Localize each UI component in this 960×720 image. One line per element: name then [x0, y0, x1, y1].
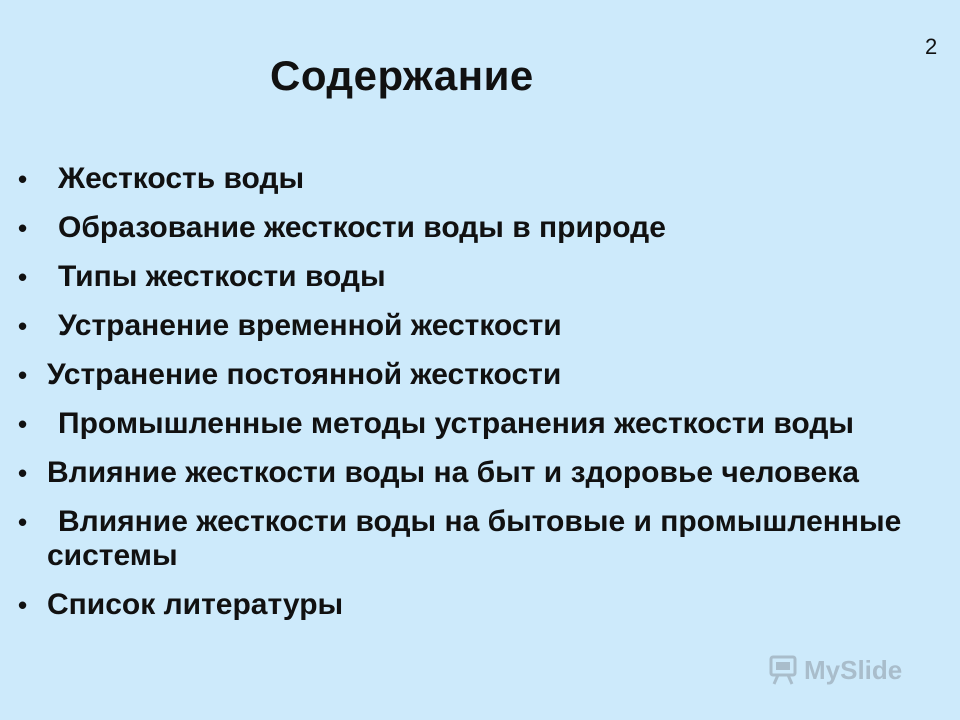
list-item-text: Список литературы [47, 588, 344, 621]
list-item [10, 588, 910, 622]
list-item-text: Влияние жесткости воды на бытовые и промышленные системы [47, 505, 902, 572]
list-item-text: Влияние жесткости воды на быт и здоровье человека [47, 456, 859, 489]
list-item-text: Жесткость воды [58, 162, 305, 195]
list-item-text: Типы жесткости воды [58, 260, 386, 293]
bullet-icon: • [18, 360, 28, 390]
bullet-icon: • [18, 409, 28, 439]
list-item-text: Устранение временной жесткости [58, 309, 562, 342]
table-of-contents [10, 162, 910, 637]
bullet-icon: • [18, 164, 28, 194]
list-item [10, 211, 910, 245]
list-item-text: Устранение постоянной жесткости [47, 358, 562, 391]
list-item [10, 162, 910, 196]
bullet-icon: • [18, 507, 28, 537]
watermark-text: MySlide [804, 654, 903, 685]
list-item [10, 260, 910, 294]
bullet-icon: • [18, 262, 28, 292]
slide-title: Содержание [270, 52, 534, 99]
list-item [10, 309, 910, 343]
list-item-text: Промышленные методы устранения жесткости воды [58, 407, 854, 440]
list-item-text: Образование жесткости воды в природе [58, 211, 666, 244]
bullet-icon: • [18, 590, 28, 620]
presentation-board-icon [768, 654, 798, 686]
list-item [10, 505, 910, 573]
watermark-logo [768, 654, 902, 686]
bullet-icon: • [18, 311, 28, 341]
list-item [10, 407, 910, 441]
bullet-icon: • [18, 213, 28, 243]
list-item [10, 358, 910, 392]
list-item [10, 456, 910, 490]
bullet-icon: • [18, 458, 28, 488]
page-number: 2 [925, 34, 938, 59]
